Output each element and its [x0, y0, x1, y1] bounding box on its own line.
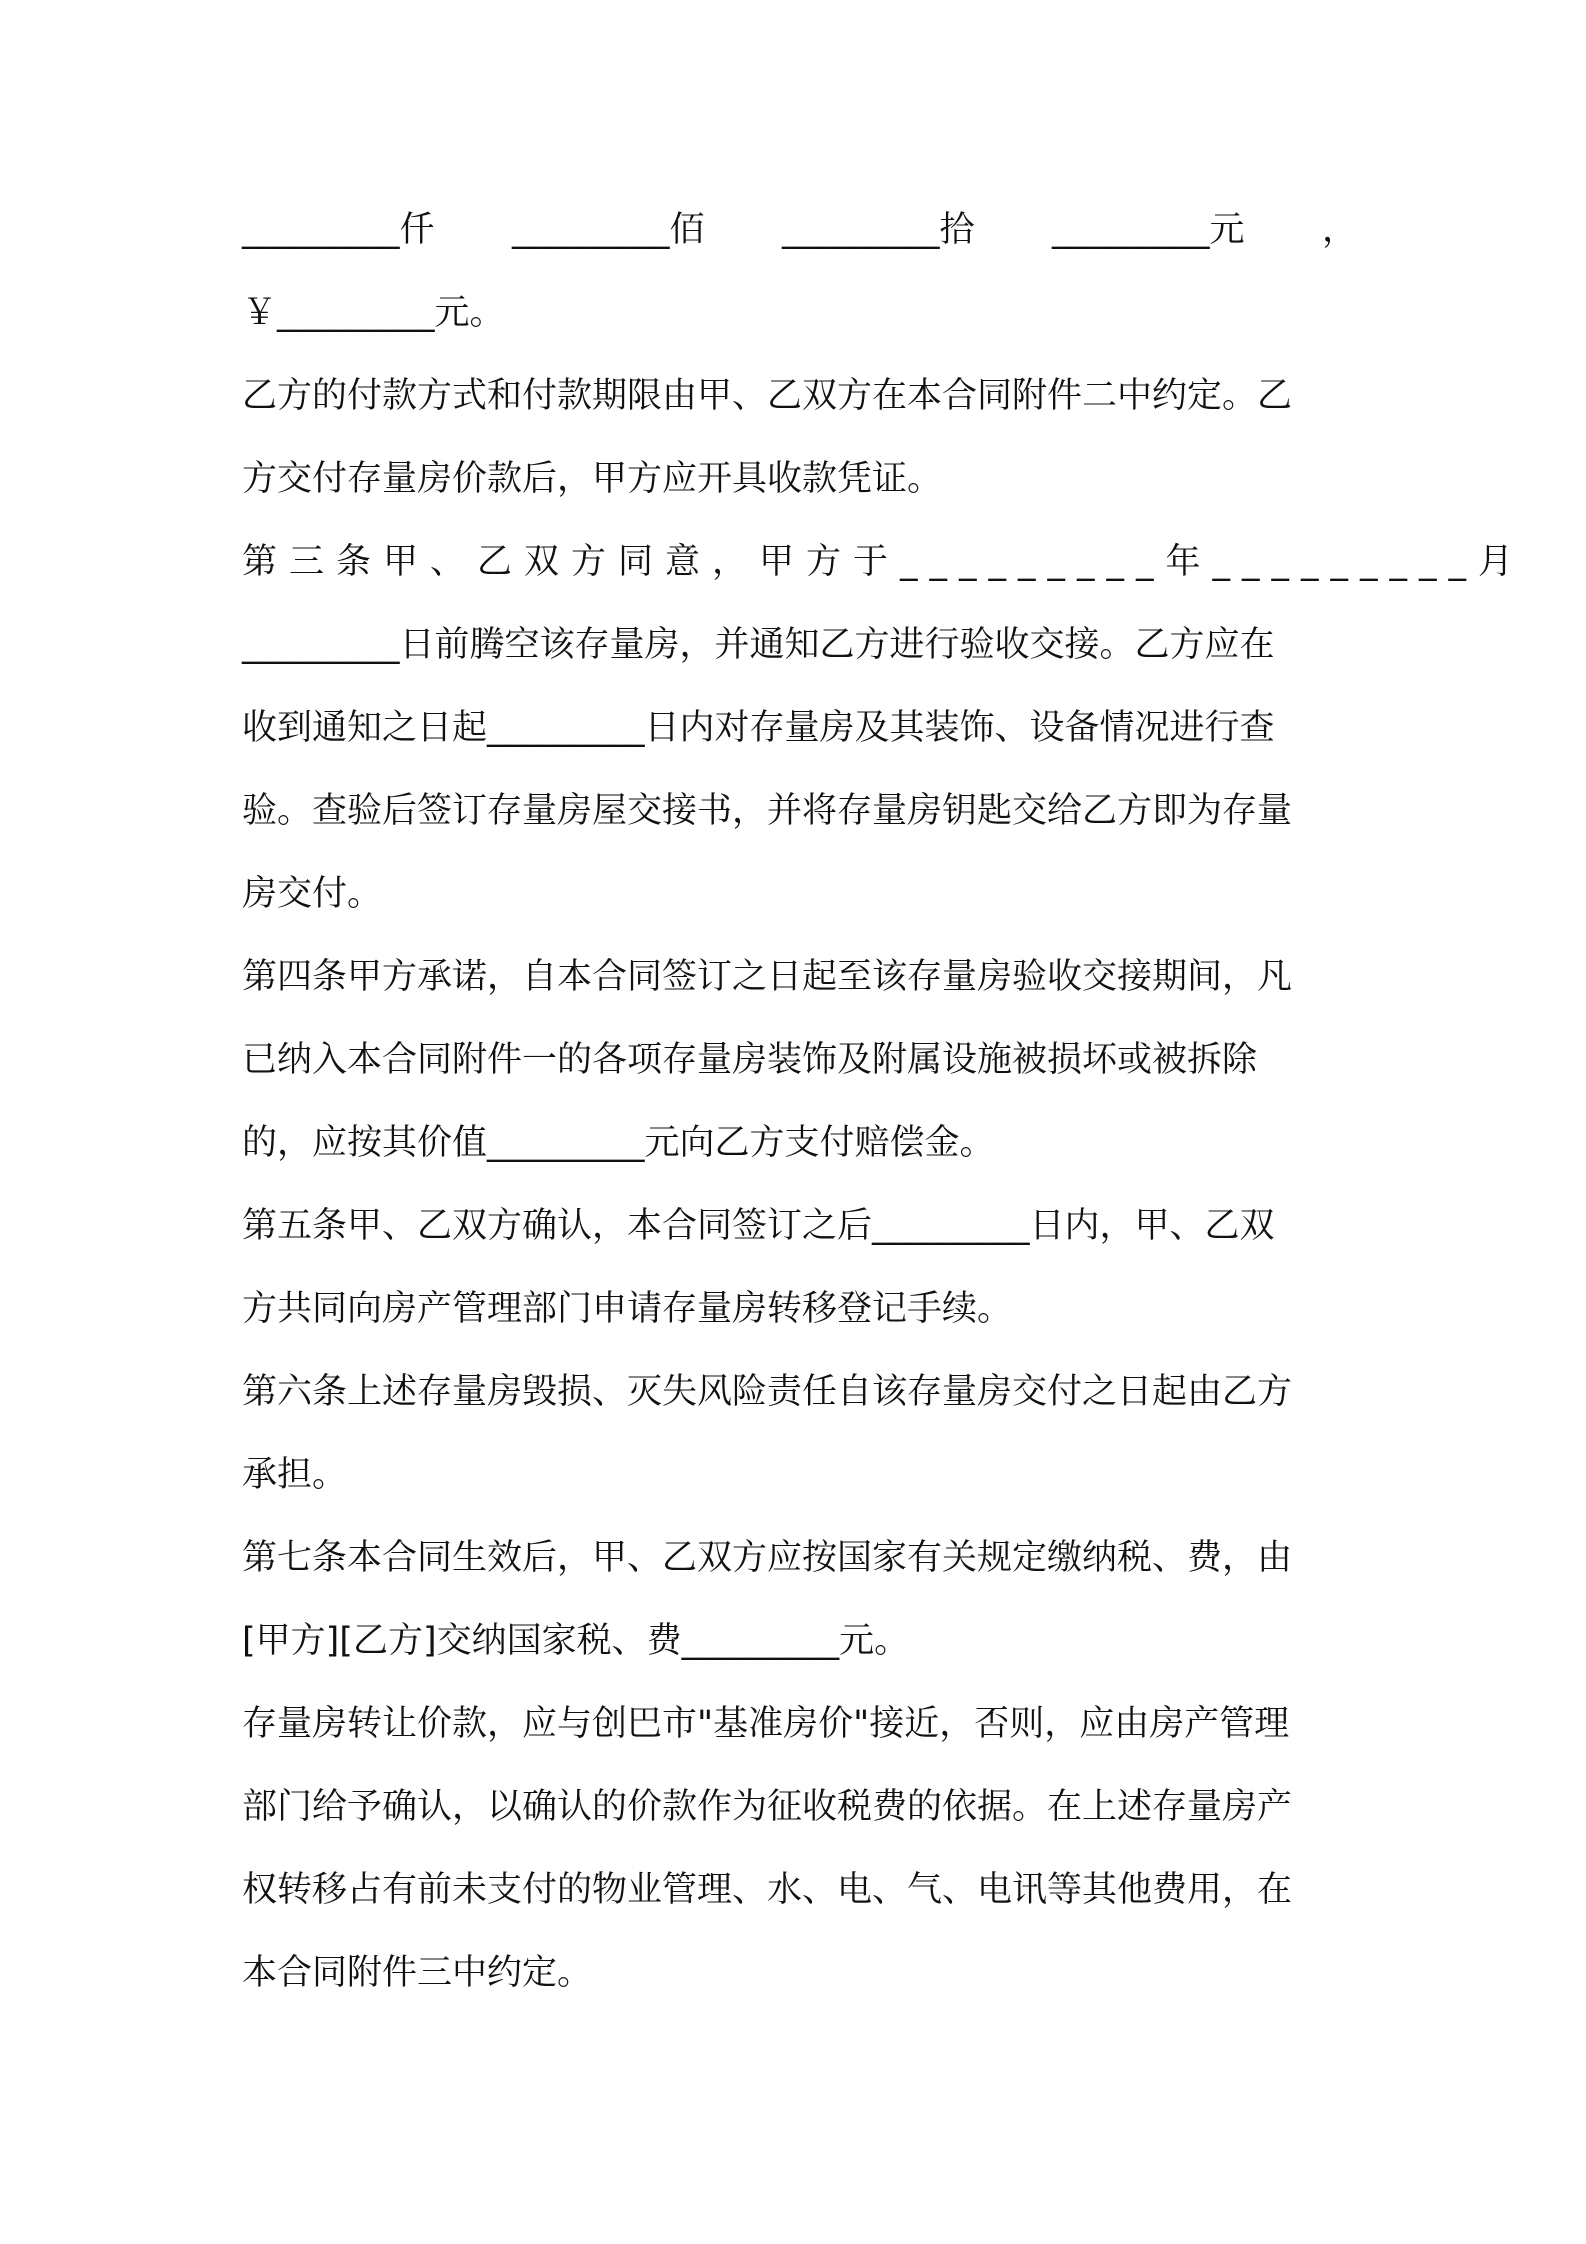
article-5-line-1: 第五条甲、乙双方确认，本合同签订之后_________日内，甲、乙双 [242, 1206, 1275, 1246]
article-6-line-1: 第六条上述存量房毁损、灭失风险责任自该存量房交付之日起由乙方 [242, 1372, 1293, 1412]
payment-line-2: 方交付存量房价款后，甲方应开具收款凭证。 [242, 459, 943, 499]
article-4-line-1: 第四条甲方承诺，自本合同签订之日起至该存量房验收交接期间，凡 [242, 957, 1293, 997]
price-basis-line-2: 部门给予确认，以确认的价款作为征收税费的依据。在上述存量房产 [242, 1787, 1293, 1827]
article-3-line-5: 房交付。 [242, 874, 383, 914]
article-3-line-4: 验。查验后签订存量房屋交接书，并将存量房钥匙交给乙方即为存量 [242, 791, 1293, 831]
article-3-line-1: 第三条甲、乙双方同意，甲方于_________年_________月 [242, 542, 1526, 582]
amount-hundreds: _________佰 [511, 210, 705, 250]
price-basis-line-4: 本合同附件三中约定。 [242, 1953, 593, 1993]
amount-thousands: _________仟 [242, 210, 435, 250]
article-3-line-3: 收到通知之日起_________日内对存量房及其装饰、设备情况进行查 [242, 708, 1275, 748]
payment-line-1: 乙方的付款方式和付款期限由甲、乙双方在本合同附件二中约定。乙 [242, 376, 1293, 416]
amount-tens: _________拾 [781, 210, 975, 250]
price-basis-line-1: 存量房转让价款，应与创巴市"基准房价"接近，否则，应由房产管理 [242, 1704, 1290, 1744]
article-7-line-1: 第七条本合同生效后，甲、乙双方应按国家有关规定缴纳税、费，由 [242, 1538, 1293, 1578]
price-basis-line-3: 权转移占有前未支付的物业管理、水、电、气、电讯等其他费用，在 [242, 1870, 1293, 1910]
article-7-line-2: [甲方][乙方]交纳国家税、费_________元。 [242, 1621, 910, 1661]
price-yen-line: ￥_________元。 [242, 293, 505, 333]
article-4-line-2: 已纳入本合同附件一的各项存量房装饰及附属设施被损坏或被拆除 [242, 1040, 1258, 1080]
document-body [242, 200, 1526, 2026]
article-3-line-2: _________日前腾空该存量房，并通知乙方进行验收交接。乙方应在 [242, 625, 1275, 665]
article-5-line-2: 方共同向房产管理部门申请存量房转移登记手续。 [242, 1289, 1013, 1329]
article-6-line-2: 承担。 [242, 1455, 348, 1495]
amount-comma: ， [1321, 210, 1357, 250]
article-4-line-3: 的，应按其价值_________元向乙方支付赔偿金。 [242, 1123, 995, 1163]
amount-yuan: _________元 [1051, 210, 1245, 250]
price-amount-line [242, 200, 1357, 283]
